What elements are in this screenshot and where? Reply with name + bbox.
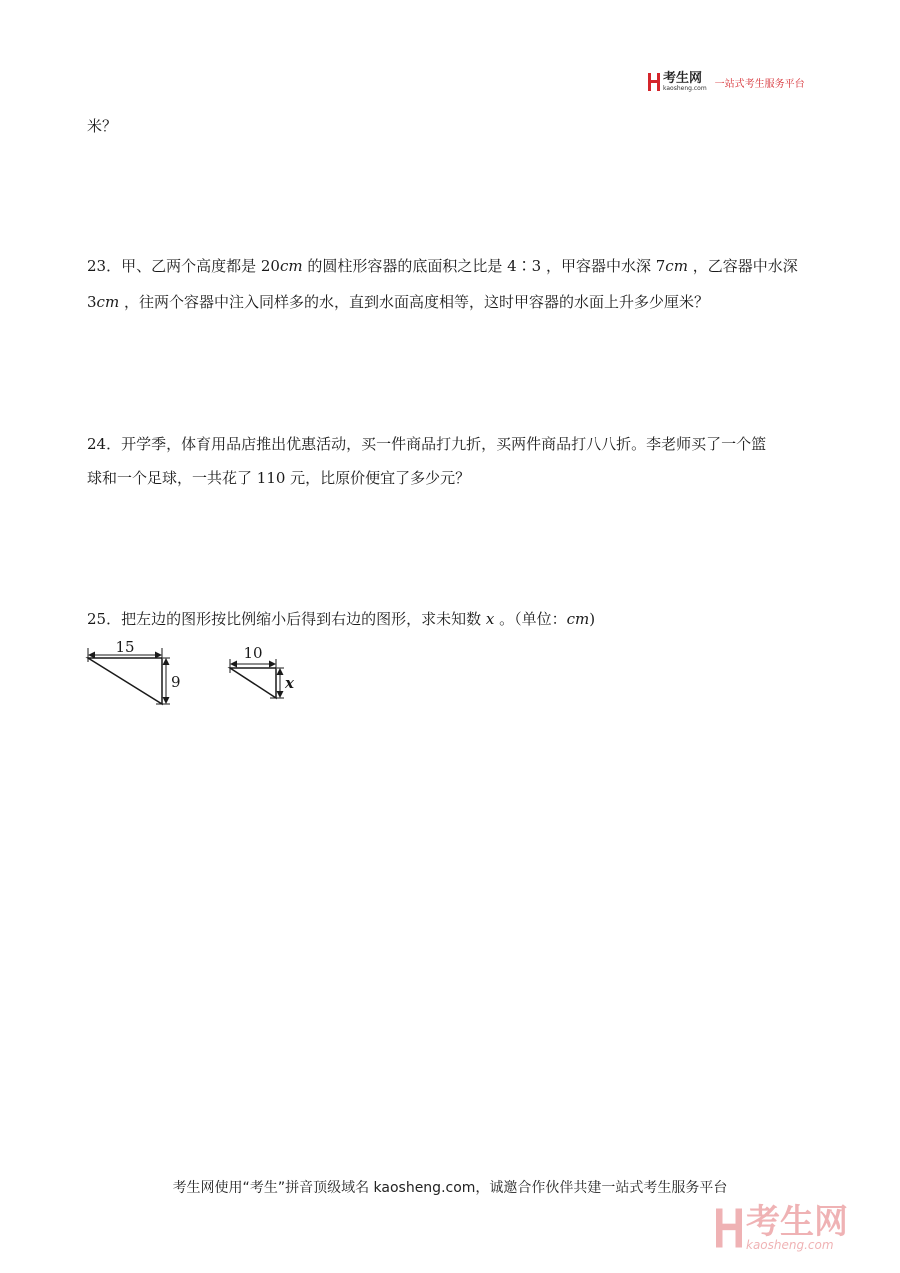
question-23-line-2 — [87, 292, 709, 312]
right-top-label: 10 — [243, 644, 263, 662]
header-logo — [648, 72, 805, 92]
q25-text-a: 25．把左边的图形按比例缩小后得到右边的图形，求未知数 — [87, 610, 486, 628]
q25-text-b: 。（单位： — [494, 610, 567, 628]
q23-unit-1: cm — [279, 257, 303, 275]
logo-slogan: 一站式考生服务平台 — [714, 78, 805, 90]
left-triangle-shape — [88, 658, 162, 704]
watermark-domain: kaosheng.com — [746, 1238, 834, 1252]
watermark — [716, 1202, 848, 1252]
left-side-label: 9 — [171, 673, 181, 691]
q23-text-c: ，乙容器中水深 — [687, 257, 798, 275]
q25-text-c: ) — [589, 610, 596, 628]
left-triangle-figure — [88, 638, 181, 704]
q23-text-e: ，往两个容器中注入同样多的水，直到水面高度相等，这时甲容器的水面上升多少厘米？ — [119, 293, 709, 311]
logo-mark-icon — [648, 73, 660, 91]
right-side-label: x — [285, 674, 294, 692]
question-23-line-1 — [87, 256, 798, 276]
page-footer: 考生网使用“考生”拼音顶级域名 kaosheng.com，诚邀合作伙伴共建一站式考生服务平台 — [172, 1180, 728, 1196]
right-triangle-figure — [230, 644, 295, 698]
q25-figures — [80, 636, 320, 712]
q25-unit: cm — [566, 610, 590, 628]
question-24-line-1: 24．开学季，体育用品店推出优惠活动，买一件商品打九折，买两件商品打八八折。李老师买了一个篮 — [87, 435, 767, 453]
q25-var: x — [485, 610, 495, 628]
continuation-text: 米？ — [87, 117, 118, 135]
q23-text-a: 23．甲、乙两个高度都是 20 — [87, 257, 280, 275]
question-24-line-2: 球和一个足球，一共花了 110 元，比原价便宜了多少元？ — [87, 469, 471, 487]
watermark-logo-icon — [716, 1208, 742, 1248]
question-25-text — [87, 609, 595, 629]
q23-text-b: 的圆柱形容器的底面积之比是 4∶3 ，甲容器中水深 7 — [302, 257, 666, 275]
watermark-name: 考生网 — [746, 1202, 848, 1242]
left-top-label: 15 — [115, 638, 135, 656]
logo-domain: kaosheng.com — [663, 84, 707, 92]
right-triangle-shape — [230, 668, 276, 698]
q23-text-d: 3 — [87, 293, 97, 311]
q23-unit-2: cm — [665, 257, 688, 275]
logo-name: 考生网 — [663, 70, 703, 86]
q23-unit-3: cm — [96, 293, 120, 311]
